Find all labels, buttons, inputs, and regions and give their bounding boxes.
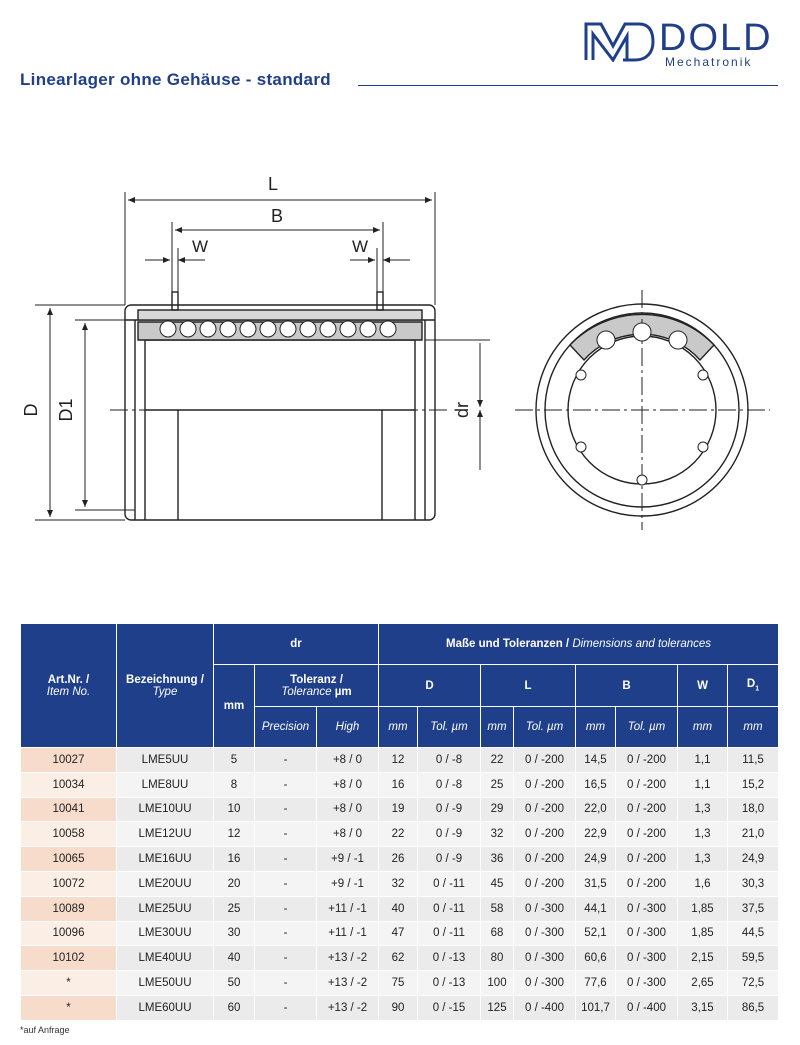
cell-b-mm: 14,5 bbox=[576, 748, 616, 773]
cell-b-tol: 0 / -400 bbox=[616, 995, 678, 1020]
cell-d-tol: 0 / -15 bbox=[418, 995, 481, 1020]
cell-art-nr: 10089 bbox=[21, 896, 117, 921]
md-logo-mark-icon bbox=[583, 20, 655, 62]
cell-b-tol: 0 / -300 bbox=[616, 946, 678, 971]
cell-w-mm: 2,15 bbox=[678, 946, 728, 971]
cell-l-mm: 22 bbox=[481, 748, 514, 773]
cell-w-mm: 1,85 bbox=[678, 896, 728, 921]
header-unit-tol: Tol. µm bbox=[418, 707, 481, 748]
cell-l-tol: 0 / -200 bbox=[514, 748, 576, 773]
cell-high: +9 / -1 bbox=[317, 847, 379, 872]
cell-d1-mm: 18,0 bbox=[728, 797, 779, 822]
cell-b-tol: 0 / -200 bbox=[616, 772, 678, 797]
cell-art-nr: 10034 bbox=[21, 772, 117, 797]
cell-precision: - bbox=[255, 847, 317, 872]
header-unit-mm: mm bbox=[678, 707, 728, 748]
header-high: High bbox=[317, 707, 379, 748]
cell-dr-mm: 12 bbox=[214, 822, 255, 847]
header-col-D: D bbox=[379, 665, 481, 707]
header-unit-mm: mm bbox=[379, 707, 418, 748]
cell-dr-mm: 30 bbox=[214, 921, 255, 946]
cell-high: +8 / 0 bbox=[317, 822, 379, 847]
cell-b-mm: 101,7 bbox=[576, 995, 616, 1020]
cell-high: +11 / -1 bbox=[317, 896, 379, 921]
header-col-B: B bbox=[576, 665, 678, 707]
cell-d1-mm: 15,2 bbox=[728, 772, 779, 797]
dim-label-W-left: W bbox=[191, 237, 209, 256]
cell-d-mm: 75 bbox=[379, 971, 418, 996]
cell-precision: - bbox=[255, 896, 317, 921]
header-unit-mm: mm bbox=[728, 707, 779, 748]
cell-d-tol: 0 / -9 bbox=[418, 797, 481, 822]
cell-high: +8 / 0 bbox=[317, 797, 379, 822]
cell-precision: - bbox=[255, 921, 317, 946]
cell-l-mm: 80 bbox=[481, 946, 514, 971]
cell-d1-mm: 11,5 bbox=[728, 748, 779, 773]
cell-b-mm: 24,9 bbox=[576, 847, 616, 872]
dim-label-W-right: W bbox=[351, 237, 369, 256]
cell-dr-mm: 5 bbox=[214, 748, 255, 773]
page-title: Linearlager ohne Gehäuse - standard bbox=[20, 70, 331, 89]
header-dimensions: Maße und Toleranzen / Dimensions and tolerances bbox=[379, 624, 779, 665]
cell-l-mm: 68 bbox=[481, 921, 514, 946]
table-row bbox=[21, 896, 779, 921]
cell-w-mm: 1,1 bbox=[678, 748, 728, 773]
cell-art-nr: 10027 bbox=[21, 748, 117, 773]
cell-bezeichnung: LME25UU bbox=[117, 896, 214, 921]
cell-l-tol: 0 / -300 bbox=[514, 921, 576, 946]
cell-b-tol: 0 / -200 bbox=[616, 748, 678, 773]
cell-b-mm: 22,0 bbox=[576, 797, 616, 822]
cell-b-tol: 0 / -200 bbox=[616, 797, 678, 822]
cell-d-mm: 32 bbox=[379, 871, 418, 896]
cell-precision: - bbox=[255, 772, 317, 797]
dim-label-B: B bbox=[270, 206, 284, 226]
spec-table bbox=[20, 623, 779, 1021]
cell-w-mm: 3,15 bbox=[678, 995, 728, 1020]
cell-art-nr: 10072 bbox=[21, 871, 117, 896]
cell-d-tol: 0 / -9 bbox=[418, 822, 481, 847]
header-unit-tol: Tol. µm bbox=[616, 707, 678, 748]
cell-d-mm: 40 bbox=[379, 896, 418, 921]
cell-dr-mm: 25 bbox=[214, 896, 255, 921]
cell-w-mm: 1,6 bbox=[678, 871, 728, 896]
header-precision: Precision bbox=[255, 707, 317, 748]
cell-d-mm: 90 bbox=[379, 995, 418, 1020]
brand-subtitle: Mechatronik bbox=[665, 55, 753, 69]
cell-d-tol: 0 / -8 bbox=[418, 748, 481, 773]
cell-precision: - bbox=[255, 995, 317, 1020]
cell-d1-mm: 21,0 bbox=[728, 822, 779, 847]
cell-w-mm: 1,3 bbox=[678, 797, 728, 822]
dim-label-L: L bbox=[267, 174, 279, 194]
cell-art-nr: * bbox=[21, 971, 117, 996]
cell-d-tol: 0 / -8 bbox=[418, 772, 481, 797]
table-row bbox=[21, 921, 779, 946]
cell-bezeichnung: LME16UU bbox=[117, 847, 214, 872]
cell-w-mm: 1,3 bbox=[678, 822, 728, 847]
cell-d1-mm: 59,5 bbox=[728, 946, 779, 971]
brand-name: DOLD bbox=[659, 17, 773, 59]
cell-art-nr: * bbox=[21, 995, 117, 1020]
table-row bbox=[21, 871, 779, 896]
cell-l-mm: 25 bbox=[481, 772, 514, 797]
header-toleranz: Toleranz / Tolerance µm bbox=[255, 665, 379, 707]
cell-l-mm: 125 bbox=[481, 995, 514, 1020]
cell-w-mm: 1,3 bbox=[678, 847, 728, 872]
cell-b-mm: 22,9 bbox=[576, 822, 616, 847]
cell-l-mm: 36 bbox=[481, 847, 514, 872]
cell-b-mm: 52,1 bbox=[576, 921, 616, 946]
cell-d1-mm: 37,5 bbox=[728, 896, 779, 921]
header-art-nr: Art.Nr. / Item No. bbox=[21, 624, 117, 748]
cell-l-tol: 0 / -400 bbox=[514, 995, 576, 1020]
cell-l-tol: 0 / -200 bbox=[514, 822, 576, 847]
cell-dr-mm: 10 bbox=[214, 797, 255, 822]
cell-d-mm: 22 bbox=[379, 822, 418, 847]
cell-d-mm: 19 bbox=[379, 797, 418, 822]
cell-high: +8 / 0 bbox=[317, 748, 379, 773]
cell-bezeichnung: LME50UU bbox=[117, 971, 214, 996]
cell-d1-mm: 44,5 bbox=[728, 921, 779, 946]
cell-bezeichnung: LME5UU bbox=[117, 748, 214, 773]
cell-b-mm: 44,1 bbox=[576, 896, 616, 921]
cell-d-tol: 0 / -11 bbox=[418, 921, 481, 946]
cell-precision: - bbox=[255, 748, 317, 773]
cell-bezeichnung: LME12UU bbox=[117, 822, 214, 847]
bearing-technical-drawing bbox=[10, 160, 790, 560]
cell-high: +8 / 0 bbox=[317, 772, 379, 797]
cell-b-mm: 16,5 bbox=[576, 772, 616, 797]
cell-l-mm: 32 bbox=[481, 822, 514, 847]
cell-b-tol: 0 / -200 bbox=[616, 871, 678, 896]
title-rule bbox=[358, 85, 778, 86]
dimension-lines bbox=[35, 192, 490, 520]
cell-high: +13 / -2 bbox=[317, 946, 379, 971]
cell-art-nr: 10102 bbox=[21, 946, 117, 971]
cell-w-mm: 1,85 bbox=[678, 921, 728, 946]
cell-b-tol: 0 / -300 bbox=[616, 921, 678, 946]
cell-w-mm: 2,65 bbox=[678, 971, 728, 996]
cell-high: +11 / -1 bbox=[317, 921, 379, 946]
cell-l-mm: 29 bbox=[481, 797, 514, 822]
cell-high: +13 / -2 bbox=[317, 971, 379, 996]
table-row bbox=[21, 946, 779, 971]
cell-dr-mm: 50 bbox=[214, 971, 255, 996]
cell-dr-mm: 40 bbox=[214, 946, 255, 971]
cell-l-tol: 0 / -200 bbox=[514, 847, 576, 872]
header-unit-mm: mm bbox=[576, 707, 616, 748]
cell-d-tol: 0 / -11 bbox=[418, 896, 481, 921]
cell-l-tol: 0 / -200 bbox=[514, 871, 576, 896]
cell-l-mm: 100 bbox=[481, 971, 514, 996]
header-dr: dr bbox=[214, 624, 379, 665]
cell-dr-mm: 20 bbox=[214, 871, 255, 896]
cell-dr-mm: 60 bbox=[214, 995, 255, 1020]
cell-high: +13 / -2 bbox=[317, 995, 379, 1020]
table-row bbox=[21, 847, 779, 872]
cell-l-tol: 0 / -200 bbox=[514, 772, 576, 797]
header-col-L: L bbox=[481, 665, 576, 707]
header-unit-mm: mm bbox=[481, 707, 514, 748]
footnote: *auf Anfrage bbox=[20, 1025, 70, 1035]
cell-precision: - bbox=[255, 797, 317, 822]
cell-art-nr: 10058 bbox=[21, 822, 117, 847]
cell-l-tol: 0 / -200 bbox=[514, 797, 576, 822]
cell-precision: - bbox=[255, 871, 317, 896]
cell-d-tol: 0 / -13 bbox=[418, 971, 481, 996]
cell-l-mm: 58 bbox=[481, 896, 514, 921]
dim-label-D1: D1 bbox=[56, 398, 76, 422]
cell-d-mm: 26 bbox=[379, 847, 418, 872]
cell-d-mm: 16 bbox=[379, 772, 418, 797]
cell-art-nr: 10041 bbox=[21, 797, 117, 822]
table-row bbox=[21, 822, 779, 847]
cell-b-tol: 0 / -200 bbox=[616, 822, 678, 847]
cell-bezeichnung: LME30UU bbox=[117, 921, 214, 946]
cell-bezeichnung: LME60UU bbox=[117, 995, 214, 1020]
header-col-D1: $D_1$ bbox=[728, 665, 779, 707]
cell-d1-mm: 72,5 bbox=[728, 971, 779, 996]
cell-d-mm: 12 bbox=[379, 748, 418, 773]
brand-logo bbox=[583, 18, 783, 70]
header-bezeichnung: Bezeichnung / Type bbox=[117, 624, 214, 748]
table-row bbox=[21, 797, 779, 822]
cell-d-mm: 47 bbox=[379, 921, 418, 946]
cell-l-tol: 0 / -300 bbox=[514, 946, 576, 971]
header-dr-mm: mm bbox=[214, 665, 255, 748]
cell-d-tol: 0 / -11 bbox=[418, 871, 481, 896]
cell-d-tol: 0 / -13 bbox=[418, 946, 481, 971]
spec-table-body bbox=[21, 748, 779, 1021]
cell-dr-mm: 16 bbox=[214, 847, 255, 872]
cell-b-mm: 60,6 bbox=[576, 946, 616, 971]
cell-l-tol: 0 / -300 bbox=[514, 971, 576, 996]
cell-precision: - bbox=[255, 946, 317, 971]
dim-label-D: D bbox=[21, 403, 41, 417]
cell-bezeichnung: LME40UU bbox=[117, 946, 214, 971]
dim-label-dr: dr bbox=[452, 401, 472, 419]
cell-b-tol: 0 / -300 bbox=[616, 971, 678, 996]
cell-bezeichnung: LME10UU bbox=[117, 797, 214, 822]
cell-d1-mm: 30,3 bbox=[728, 871, 779, 896]
cell-b-tol: 0 / -300 bbox=[616, 896, 678, 921]
table-row bbox=[21, 772, 779, 797]
cell-art-nr: 10065 bbox=[21, 847, 117, 872]
cell-b-mm: 31,5 bbox=[576, 871, 616, 896]
cell-d-tol: 0 / -9 bbox=[418, 847, 481, 872]
table-row bbox=[21, 995, 779, 1020]
cell-dr-mm: 8 bbox=[214, 772, 255, 797]
header-col-W: W bbox=[678, 665, 728, 707]
cell-b-tol: 0 / -200 bbox=[616, 847, 678, 872]
cell-l-mm: 45 bbox=[481, 871, 514, 896]
cell-art-nr: 10096 bbox=[21, 921, 117, 946]
cell-d1-mm: 24,9 bbox=[728, 847, 779, 872]
cell-w-mm: 1,1 bbox=[678, 772, 728, 797]
cell-bezeichnung: LME20UU bbox=[117, 871, 214, 896]
cell-d1-mm: 86,5 bbox=[728, 995, 779, 1020]
cell-b-mm: 77,6 bbox=[576, 971, 616, 996]
cell-bezeichnung: LME8UU bbox=[117, 772, 214, 797]
cell-l-tol: 0 / -300 bbox=[514, 896, 576, 921]
cell-high: +9 / -1 bbox=[317, 871, 379, 896]
cell-d-mm: 62 bbox=[379, 946, 418, 971]
header-unit-tol: Tol. µm bbox=[514, 707, 576, 748]
table-row bbox=[21, 748, 779, 773]
cell-precision: - bbox=[255, 822, 317, 847]
cell-precision: - bbox=[255, 971, 317, 996]
table-row bbox=[21, 971, 779, 996]
